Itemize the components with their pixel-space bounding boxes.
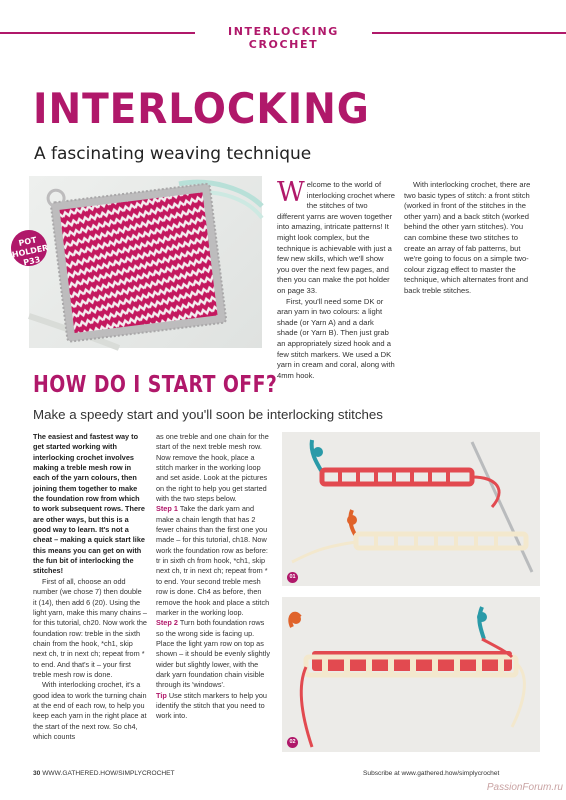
body-paragraph-3: as one treble and one chain for the start of the next treble mesh row. Now remove the hook, place a stitch marker in the working loop and set aside. Look at the pictures on the right to help you get started with the two steps below. [156, 432, 269, 504]
pot-holder-photo [29, 176, 262, 348]
footer-right[interactable]: Subscribe at www.gathered.how/simplycrochet [363, 770, 500, 777]
pot-holder-badge: POT HOLDER P33 [8, 227, 51, 270]
intro-paragraph-1: Welcome to the world of interlocking crochet where the stitches of two different yarns are woven together into amazing, intricate patterns! It might look complex, but the technique is achievable with just a few new skills, which we'll show you over the next few pages, and then you can make the pot holder on page 33. [277, 177, 395, 295]
tip-text: Tip Use stitch markers to help you identify the stitch that you need to work into. [156, 690, 267, 721]
article-title: INTERLOCKING [33, 84, 370, 133]
intro-column-1 [277, 177, 396, 380]
step-2-label: Step 2 [156, 618, 178, 628]
section-header [0, 22, 566, 51]
step-1-text: Step 1 Take the dark yarn and make a chain length that has 2 fewer chains than the first one you made – for this tutorial, ch18. Now work the foundation row as before: tr in sixth ch from hook, *ch1, skip next ch, tr in next ch; repeat from * to end. Your second treble mesh row is done. Ch4 as before, then remove the hook and place a stitch marker in the working loop. [156, 504, 270, 617]
step-2-text: Step 2 Turn both foundation rows so the wrong side is facing up. Place the light yarn row on top as shown – it should be evenly slightly wider but slightly lower, with the dark yarn foundation chain visible through its 'windows'. [156, 618, 270, 690]
intro-column-2 [404, 180, 536, 297]
section-label: INTERLOCKING CROCHET [228, 25, 339, 51]
page-number: 30 [33, 770, 41, 777]
header-rule-right [372, 32, 566, 34]
body-column-1 [33, 432, 147, 742]
lead-paragraph: The easiest and fastest way to get started working with interlocking crochet involves making a treble mesh row in each of the yarn colours, then joining them together to make the foundation row from which to work subsequent rows. There are other ways, but this is a good way to learn. It's not a cheat – making a quick start like this means you can get on with the fun bit of interlocking the stitches! [33, 432, 145, 576]
watermark: PassionForum.ru [486, 782, 563, 793]
step-2-photo [282, 597, 540, 752]
tip-label: Tip [156, 690, 167, 700]
body-paragraph-2: With interlocking crochet, it's a good idea to work the turning chain at the end of each row, to help you keep each yarn in the right place at the start of the next row. So ch4, which counts [33, 680, 147, 741]
header-rule-left [0, 32, 195, 34]
body-paragraph-1: First of all, choose an odd number (we chose 7) then double it (14), then add 6 (20). Using the light yarn, make this many chains – for this tutorial, ch20. Now work the foundation row: treble in the sixth chain from the hook, *ch1, skip next ch, tr in next ch; repeat from * to end. And that's it – your first treble mesh row is done. [33, 576, 147, 679]
step-1-photo [282, 432, 540, 586]
step-2-number: 02 [287, 737, 298, 748]
step-1-label: Step 1 [156, 504, 178, 514]
footer-left [33, 770, 175, 777]
step-1-number: 01 [287, 572, 298, 583]
body-column-2 [156, 432, 272, 722]
article-subtitle: A fascinating weaving technique [34, 144, 312, 164]
footer-left-url[interactable]: WWW.GATHERED.HOW/SIMPLYCROCHET [42, 770, 175, 777]
intro-paragraph-2: First, you'll need some DK or aran yarn in two colours: a light shade (or Yarn A) and a dark shade (or Yarn B). Then just grab an appropriately sized hook and a few stitch markers. We used a DK yarn in cream and coral, along with 4mm hook. [277, 296, 395, 380]
section-heading: HOW DO I START OFF? [33, 372, 278, 398]
intro-paragraph-3: With interlocking crochet, there are two basic types of stitch: a front stitch (worked in front of the stitches in the other yarn) and a back stitch (worked behind the other yarn stitches). You can combine these two stitches to create an array of fab patterns, but we're going to focus on a simple two-colour zigzag effect to master the technique, which alternates front and back treble stitches. [404, 180, 531, 295]
drop-cap: W [277, 177, 305, 208]
section-subheading: Make a speedy start and you'll soon be interlocking stitches [33, 407, 383, 422]
